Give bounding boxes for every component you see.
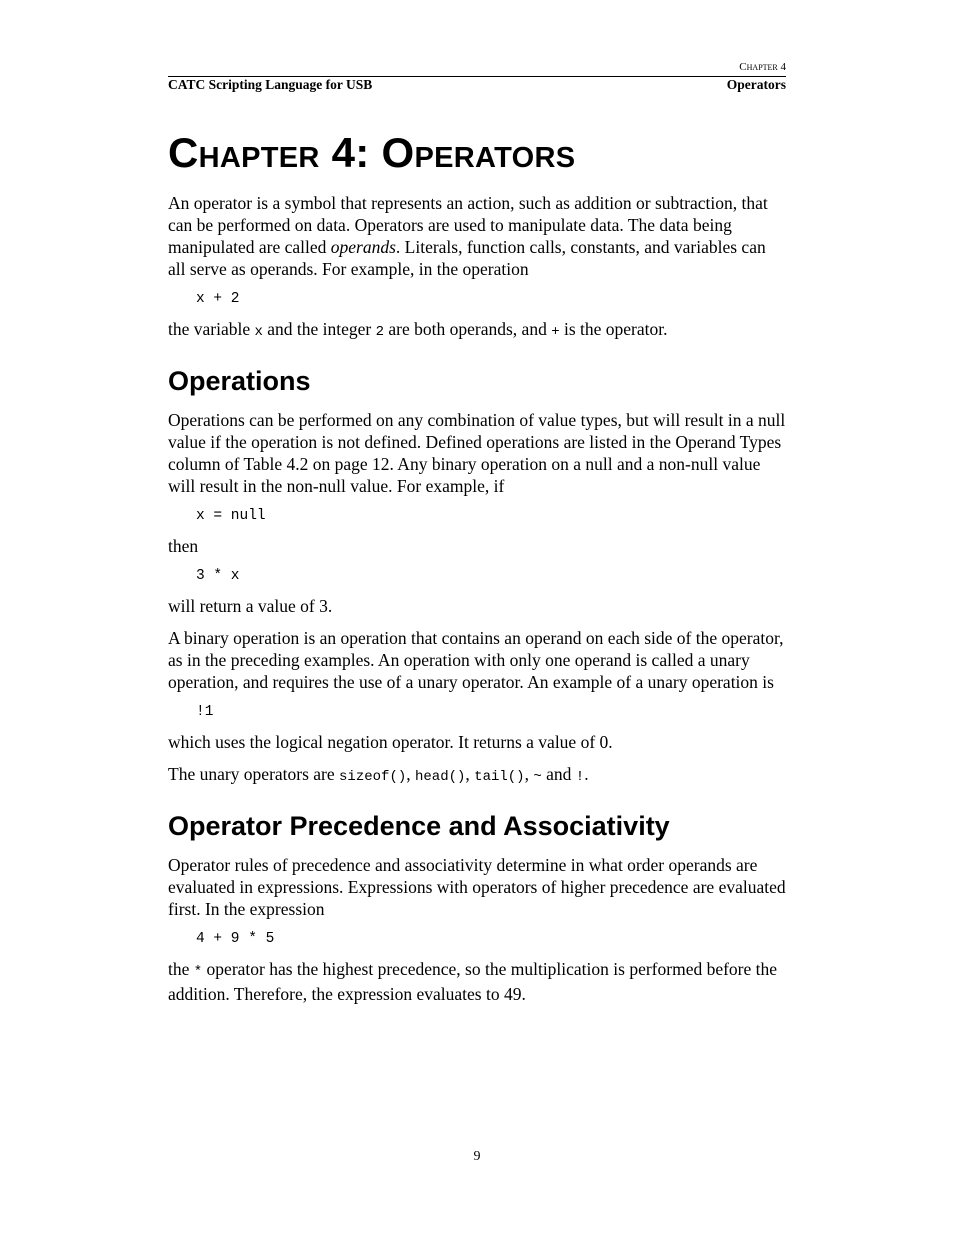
page-number: 9	[473, 1149, 481, 1164]
code-example-expression: 4 + 9 * 5	[196, 931, 275, 947]
code-example-null: x = null	[196, 508, 266, 524]
precedence-heading: Operator Precedence and Associativity	[168, 811, 670, 841]
precedence-paragraph-2: the * operator has the highest precedence, so the multiplication is performed before the addition. Therefore, the expression evaluates to 49.	[168, 959, 778, 1004]
code-example-x-plus-2: x + 2	[196, 291, 240, 307]
operations-then: then	[168, 536, 199, 556]
code-example-negation: !1	[196, 704, 214, 720]
intro-paragraph-1: An operator is a symbol that represents an action, such as addition or subtraction, that can be performed on data. Operators are used to manipulate data. The data being manipulated are called operands. Literals, function calls, constants, and variables can all serve as operands. For example, in the operation	[168, 193, 768, 279]
running-chapter-label: Chapter 4	[739, 61, 786, 73]
code-example-multiply: 3 * x	[196, 568, 240, 584]
page-content	[168, 128, 786, 1015]
operations-negation-paragraph: which uses the logical negation operator. It returns a value of 0.	[168, 732, 613, 752]
book-title: CATC Scripting Language for USB	[168, 77, 373, 92]
page-header	[168, 60, 786, 93]
section-title: Operators	[726, 77, 786, 92]
operations-paragraph-1: Operations can be performed on any combination of value types, but will result in a null value if the operation is not defined. Defined operations are listed in the Operand Types column of Table 4.2 on page 12. Any binary operation on a null and a non-null value will result in the non-null value. For example, if	[168, 410, 786, 496]
header-row	[168, 77, 786, 93]
unary-operators-paragraph: The unary operators are sizeof(), head(), tail(), ~ and !.	[168, 764, 589, 785]
operations-binary-paragraph: A binary operation is an operation that contains an operand on each side of the operator, as in the preceding examples. An operation with only one operand is called a unary operation, and requires the use of a unary operator. An example of a unary operation is	[168, 628, 784, 692]
operations-heading: Operations	[168, 366, 311, 396]
intro-paragraph-2: the variable x and the integer 2 are both operands, and + is the operator.	[168, 319, 668, 340]
chapter-title: Chapter 4: Operators	[168, 129, 576, 176]
operations-result: will return a value of 3.	[168, 596, 333, 616]
operands-term: operands	[330, 237, 396, 257]
precedence-paragraph-1: Operator rules of precedence and associativity determine in what order operands are evaluated in expressions. Expressions with operators of higher precedence are evaluated first. In the expression	[168, 855, 786, 919]
